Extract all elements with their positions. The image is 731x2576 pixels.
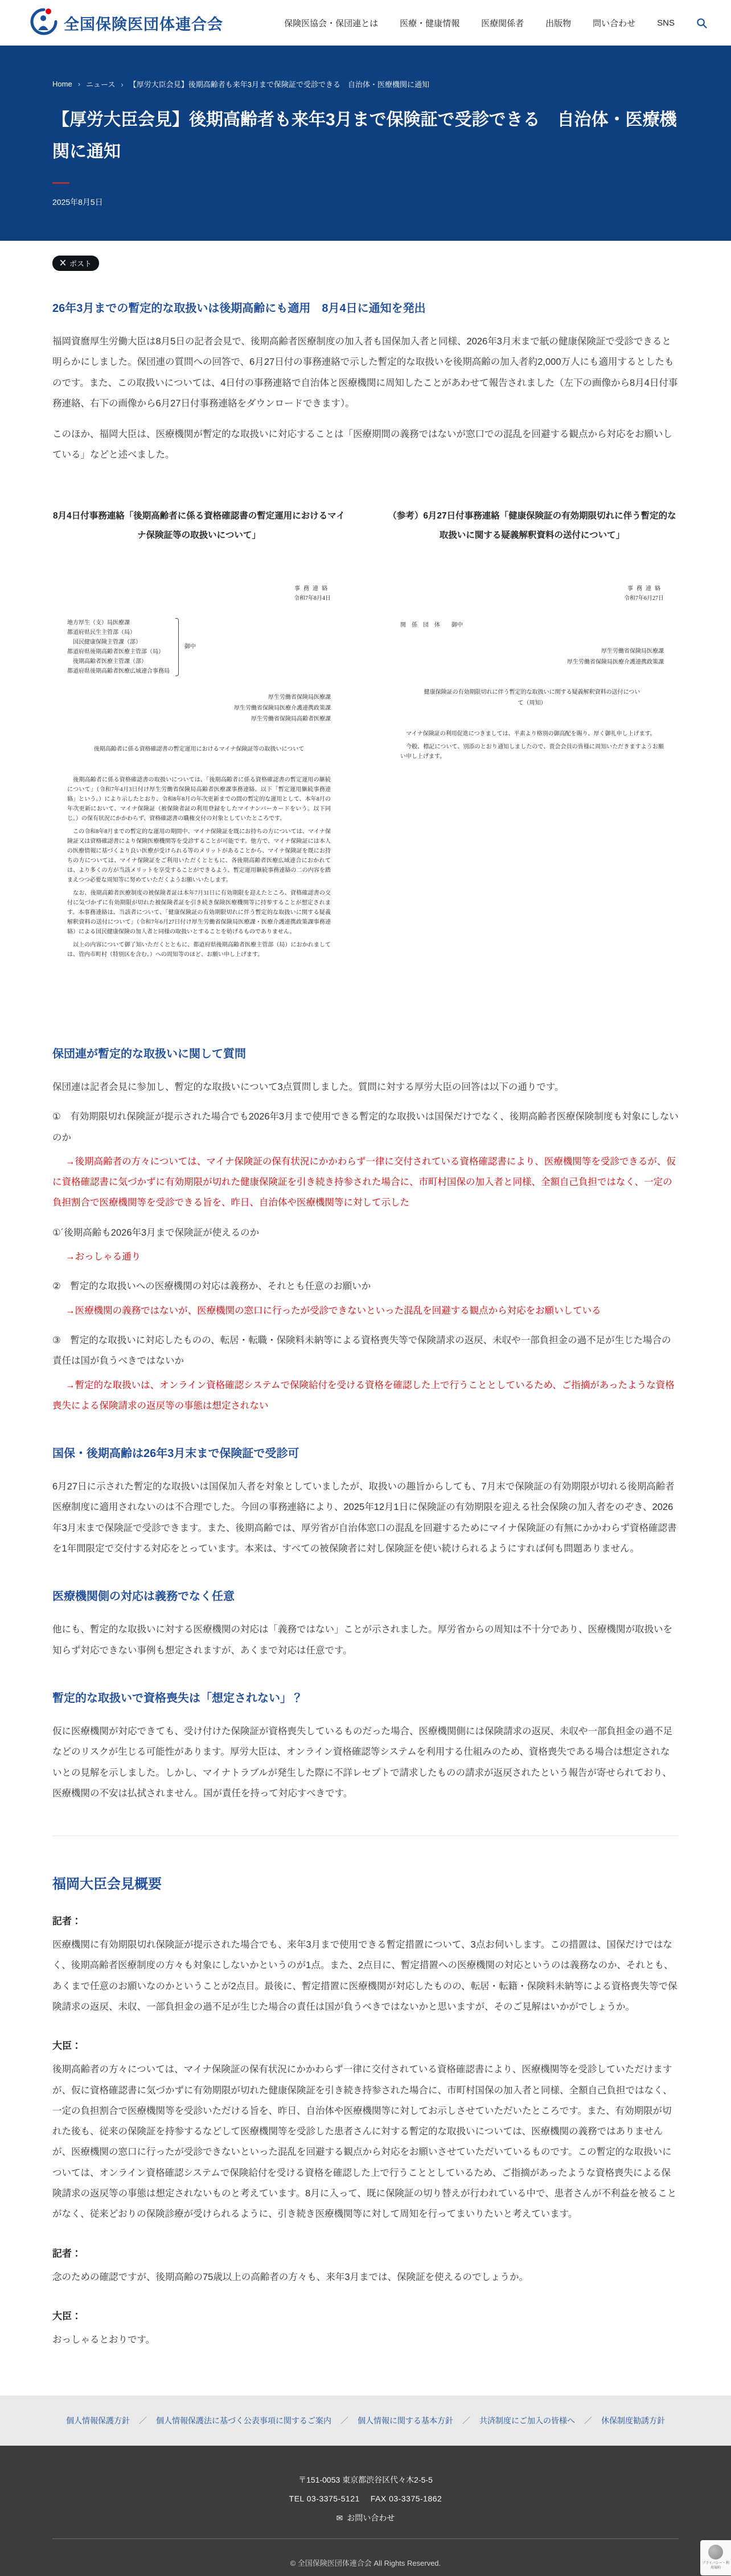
doc-recipient-line: 都道府県後期高齢者医療広域連合事務局 [67, 668, 170, 674]
paragraph: 仮に医療機関が対応できても、受け付けた保険証が資格喪失しているものだった場合、医療機関側には保険請求の返戻、未収や一部負担金の過不足などのリスクが生じる可能性があります。厚労大臣は、オンライン資格確認等システムを利用する仕組みのため、資格喪失である場合は想定されないとの見解を示しました。しかし、マイナトラブルが発生した際に不詳レセプトで請求したものの請求が返戻されたという報告が寄せられており、医療機関の不安は払拭されません。国が責任を持って対応すべきです。 [52, 1726, 672, 1799]
document-link-jun27[interactable] [385, 565, 679, 788]
site-logo[interactable] [30, 7, 223, 39]
document-header [67, 584, 331, 603]
copyright: © 全国保険医団体連合会 All Rights Reserved. [290, 2559, 441, 2568]
document-column-right [385, 507, 679, 788]
qa-item [52, 1330, 679, 1416]
doc-body [400, 729, 664, 762]
dialogue-text: おっしゃるとおりです。 [52, 2334, 155, 2345]
section-heading-voluntary: 医療機関側の対応は義務でなく任意 [52, 1590, 235, 1603]
doc-sender-line: 厚生労働省保険局医療課 [601, 648, 664, 655]
envelope-icon: ✉ [336, 2513, 343, 2522]
doc-recipient: 関 係 団 体 御中 [400, 622, 463, 628]
article-date: 2025年8月5日 [52, 197, 103, 207]
speaker-label: 記者： [52, 2248, 81, 2259]
paragraph: 6月27日に示された暫定的な取扱いは国保加入者を対象としていましたが、取扱いの趣旨からしても、7月末で保険証の有効期限が切れる後期高齢者医療制度に適用されないのは不合理でした。今回の事務連絡により、2025年12月1日に保険証の有効期限を迎える社会保険の加入者をのぞき、2026年3月末まで保険証で受診できます。また、後期高齢では、厚労省が自治体窓口の混乱を回避するためにマイナ保険証の有無にかかわらず資格確認書を1年間限定で交付する対応をとっています。本来は、すべての被保険者に対し保険証を使い続けられるようにすれば何も問題ありません。 [52, 1482, 677, 1554]
nav-item-professionals[interactable]: 医療関係者 [481, 18, 524, 28]
x-post-label: ポスト [69, 260, 92, 268]
doc-title: 後期高齢者に係る資格確認書の暫定運用におけるマイナ保険証等の取扱いについて [93, 746, 305, 752]
doc-title: 健康保険証の有効期限切れに伴う暫定的な取扱いに関する疑義解釈資料の送付について（周知） [424, 689, 640, 706]
doc-date: 令和7年6月27日 [624, 595, 664, 602]
breadcrumb-news[interactable]: ニュース › [86, 79, 129, 89]
main-nav [284, 17, 707, 29]
document-caption-aug4: 8月4日付事務連絡「後期高齢者に係る資格確認書の暫定運用におけるマイナ保険証等の取扱いについて」 [53, 511, 345, 540]
doc-recipient-line: 地方厚生（支）局医療課 [67, 619, 130, 626]
breadcrumb-home[interactable]: Home › [52, 80, 86, 88]
doc-sender-line: 厚生労働省保険局医療介護連携政策課 [567, 659, 664, 665]
qa-section [52, 1045, 679, 1416]
paragraph: 他にも、暫定的な取扱いに対する医療機関の対応は「義務ではない」ことが示されました。厚労省からの周知は不十分であり、医療機関が取扱いを知らず対応できない事例も想定されますが、あくまで対応は任意です。 [52, 1624, 672, 1656]
logo-text: 全国保険医団体連合会 [64, 15, 223, 33]
doc-paragraph: 以上の内容について御了知いただくとともに、都道府県後期高齢者医療主管部（局）におかれましては、管内市町村（特別区を含む。）への周知等のほど、お願い申し上げます。 [67, 941, 331, 958]
qa-item [52, 1223, 679, 1268]
doc-senders [67, 692, 331, 725]
document-images [52, 507, 679, 986]
doc-type: 事務連絡 [627, 585, 664, 592]
qa-intro: 保団連は記者会見に参加し、暫定的な取扱いについて3点質問しました。質問に対する厚労大臣の回答は以下の通りです。 [52, 1081, 564, 1092]
privacy-terms-badge[interactable] [700, 2540, 731, 2575]
qa-item [52, 1106, 679, 1213]
qa-answer: →医療機関の義務ではないが、医療機関の窓口に行ったが受診できないといった混乱を回避する観点から対応をお願いしている [65, 1305, 601, 1316]
paragraph: このほか、福岡大臣は、医療機関が暫定的な取扱いに対応することは「医療期間の義務ではないが窓口での混乱を回避する観点から対応をお願いしている」などと述べました。 [52, 429, 672, 460]
doc-sender-line: 厚生労働省保険局医療介護連携政策課 [234, 705, 331, 711]
doc-paragraph: 後期高齢者に係る資格確認書の取扱いについては、「後期高齢者に係る資格確認書の暫定運用の継続について」（令和7年4月3日付け厚生労働省保険局高齢者医療課事務連絡。以下「暫定運用継続事務連絡」という。）により示したとおり、令和8年8月の年次更新までの間の暫定的な運用として、本年8月の年次更新において、マイナ保険証（被保険者証の利用登録をしたマイナンバーカードをいう。以下同じ。）の保有状況にかかわらず、資格確認書の職権交付の対象としていたところです。 [67, 776, 331, 822]
qa-question: ① 有効期限切れ保険証が提示された場合でも2026年3月まで使用できる暫定的な取扱いは国保だけでなく、後期高齢者医療保険制度も対象にしないのか [52, 1112, 679, 1143]
speaker-label: 大臣： [52, 2310, 81, 2322]
section-heading-shikaku: 暫定的な取扱いで資格喪失は「想定されない」？ [52, 1692, 303, 1705]
footer-address: 〒151-0053 東京都渋谷区代々木2-5-5 [298, 2475, 433, 2485]
footer-link-kanyu[interactable]: 休保制度勧誘方針 [601, 2416, 665, 2426]
doc-senders [400, 646, 664, 668]
overview-heading: 福岡大臣会見概要 [52, 1877, 162, 1892]
document-link-aug4[interactable] [52, 565, 346, 986]
x-post-button[interactable] [52, 256, 99, 271]
speaker-label: 記者： [52, 1916, 81, 1927]
qa-answer: →暫定的な取扱いは、オンライン資格確認システムで保険給付を受ける資格を確認した上で行うこととしているため、ご指摘があったような資格喪失による保険請求の返戻等の事態は想定されない [52, 1380, 675, 1411]
doc-recipient-line: 後期高齢者医療主管課（部） [67, 658, 147, 665]
document-header [400, 584, 664, 603]
hero-banner [0, 46, 731, 241]
doc-recipient-line: 国民健康保険主管課（部） [67, 639, 141, 645]
title-accent-bar [52, 182, 69, 184]
footer-link-basic-policy[interactable]: 個人情報に関する基本方針 ／ [358, 2415, 479, 2426]
footer-divider [52, 2538, 679, 2539]
footer-tel-fax: TEL 03-3375-5121 FAX 03-3375-1862 [289, 2494, 442, 2504]
doc-type: 事務連絡 [294, 585, 331, 592]
privacy-badge-icon [708, 2545, 723, 2559]
doc-paragraph: 今般、標記について、別添のとおり通知しましたので、貴会会員の皆様に周知いただきますようお願い申し上げます。 [400, 743, 664, 760]
section-heading-kokuho: 国保・後期高齢は26年3月末まで保険証で受診可 [52, 1447, 299, 1460]
privacy-badge-text: プライバシー・利用規約 [702, 2562, 729, 2570]
doc-paragraph: マイナ保険証の利用促進につきましては、平素より格別の御高配を賜り、厚く御礼申し上げます。 [400, 730, 656, 737]
breadcrumb [52, 79, 679, 89]
speaker-label: 大臣： [52, 2040, 81, 2052]
site-header [0, 0, 731, 46]
nav-item-contact[interactable]: 問い合わせ [593, 18, 636, 28]
nav-item-sns[interactable]: SNS [657, 18, 675, 28]
x-logo-icon [60, 259, 66, 268]
dialogue-text: 後期高齢者の方々については、マイナ保険証の保有状況にかかわらず一律に交付されている資格確認書により、医療機関等を受診していただけますが、仮に資格確認書に気づかずに有効期限が切れた健康保険証を引き続き持参された場合に、市町村国保の加入者と同様、全額自己負担ではなく、一定の負担割合で医療機関等を受診いただける旨を、昨日、自治体や医療機関等に対してお示しさせていただいたところです。また、有効期限が切れた後も、従来の保険証を持参するなどして医療機関等を受診した患者さんに対する暫定的な取扱いについては、医療機関の義務ではありませんが、医療機関の窓口に行ったが受診できないといった混乱を回避する観点から対応をお願いさせていただいているものです。この暫定的な取扱いについては、オンライン資格確認システムで保険給付を受ける資格を確認した上で行うこととしているため、ご指摘があったような資格喪失による保険請求の返戻等の事態は想定されないものと考えています。8月に入って、既に保険証の切り替えが行われている中で、患者さんが不利益を被ることがなく、従来どおりの保険診療が受けられるように、引き続き医療機関等に対して周知を行ってまいりたいと考えています。 [52, 2064, 677, 2220]
qa-question: ①´後期高齢も2026年3月まで保険証が使えるのか [52, 1227, 260, 1238]
doc-sender-line: 厚生労働省保険局医療課 [268, 694, 331, 701]
dialogue-text: 医療機関に有効期限切れ保険証が提示された場合でも、来年3月まで使用できる暫定措置について、3点お伺いします。この措置は、国保だけではなく、後期高齢者医療制度の方々も対象にしないかというのが1点。また、2点目に、暫定措置への医療機関の対応というのは義務なのか、それとも、あくまで任意のお願いなのかということが2点目。最後に、暫定措置に医療機関が対応したものの、転居・転籍・保険料未納等による資格喪失等で保険請求の返戻、未収、一部負担金の過不足が生じた場合の責任は国が負うべきではないかと思いますが、そのご見解はいかがでしょうか。 [52, 1940, 677, 2012]
qa-question: ③ 暫定的な取扱いに対応したものの、転居・転職・保険料未納等による資格喪失等で保険請求の返戻、未収や一部負担金の過不足が生じた場合の責任は国が負うべきではないか [52, 1335, 671, 1367]
footer-contact-label: お問い合わせ [347, 2513, 395, 2523]
footer-link-disclosure[interactable]: 個人情報保護法に基づく公表事項に関するご案内 ／ [156, 2415, 358, 2426]
doc-recipient-line: 都道府県後期高齢者医療主管部（局） [67, 648, 164, 655]
nav-item-about[interactable]: 保険医協会・保団連とは [284, 18, 379, 28]
nav-item-publications[interactable]: 出版物 [545, 18, 572, 28]
section-heading-notice: 26年3月までの暫定的な取扱いは後期高齢にも適用 8月4日に通知を発出 [52, 302, 426, 315]
doc-paragraph: この令和8年8月までの暫定的な運用の期間中、マイナ保険証を既にお持ちの方については、マイナ保険証又は資格確認書により保険医療機関等を受診することが可能です。他方で、マイナ保険証には本人の医療情報に基づくより良い医療が受けられる等のメリットがあることから、マイナ保険証を既にお持ちの方については、マイナ保険証をご利用いただくとともに、各後期高齢者医療広域連合におかれては、より多くの方が当該メリットを享受することができるよう、暫定運用継続事務連絡の二の内容を踏まえつつ必要な周知等に努めていただくようお願いいたします。 [67, 828, 331, 883]
page-title: 【厚労大臣会見】後期高齢者も来年3月まで保険証で受診できる 自治体・医療機関に通知 [52, 110, 677, 161]
nav-item-medical-info[interactable]: 医療・健康情報 [400, 18, 460, 28]
qa-answer: →おっしゃる通り [65, 1252, 141, 1262]
breadcrumb-current: 【厚労大臣会見】後期高齢者も来年3月まで保険証で受診できる 自治体・医療機関に通知 [129, 80, 429, 89]
logo-icon [30, 7, 58, 39]
document-column-left [52, 507, 346, 986]
section-heading-qa: 保団連が暫定的な取扱いに関して質問 [52, 1047, 246, 1060]
article-body [52, 241, 679, 2396]
doc-paragraph: なお、後期高齢者医療制度の被保険者証は本年7月31日に有効期限を迎えたところ、資格確認書の交付に気づかずに有効期限が切れた被保険者証を引き続き保険医療機関等に持参することが想定されます。本事務連絡は、当該者について、「健康保険証の有効期限切れに伴う暫定的な取扱いに関する疑義解釈資料の送付について」（令和7年6月27日付け厚生労働省保険局医療課・医療介護連携政策課事務連絡）による国民健康保険の加入者と同様の取扱いとすることを妨げるものでありません。 [67, 890, 331, 935]
doc-sender-line: 厚生労働省保険局高齢者医療課 [251, 715, 331, 722]
document-caption-jun27: （参考）6月27日付事務連絡「健康保険証の有効期限切れに伴う暫定的な取扱いに関する疑義解釈資料の送付について」 [388, 511, 676, 540]
qa-answer: →後期高齢者の方々については、マイナ保険証の保有状況にかかわらず一律に交付されている資格確認書により、医療機関等を受診できるが、仮に資格確認書に気づかずに有効期限が切れた健康保険証を引き続き持参された場合に、市町村国保の加入者と同様、全額自己負担ではなく、一定の負担割合で医療機関等を受診できる旨を、昨日、自治体や医療機関等に対して示した [52, 1156, 676, 1208]
site-footer [0, 2446, 731, 2576]
footer-links-band [0, 2396, 731, 2446]
doc-onchu: 御中 [184, 644, 196, 651]
qa-item [52, 1276, 679, 1321]
search-icon[interactable] [696, 18, 707, 28]
dialogue-text: 念のための確認ですが、後期高齢の75歳以上の高齢者の方々も、来年3月までは、保険証を使えるのでしょうか。 [52, 2272, 529, 2282]
doc-body [67, 775, 331, 960]
footer-contact-link[interactable] [336, 2512, 395, 2524]
doc-recipient-line: 都道府県民生主管部（局） [67, 629, 135, 636]
doc-date: 令和7年8月4日 [294, 595, 331, 602]
doc-recipients [67, 618, 278, 676]
paragraph: 福岡資麿厚生労働大臣は8月5日の記者会見で、後期高齢者医療制度の加入者も国保加入者と同様、2026年3月末まで紙の健康保険証で受診できると明らかにしました。保団連の質問への回答で、6月27日付の事務連絡で示した暫定的な取扱いを後期高齢の加入者約2,000万人にも適用するとしたものです。また、この取扱いについては、4日付の事務連絡で自治体と医療機関に周知したことがあわせて報告されました（左下の画像から8月4日付事務連絡、右下の画像から6月27日付事務連絡をダウンロードできます）。 [52, 336, 678, 409]
qa-question: ② 暫定的な取扱いへの医療機関の対応は義務か、それとも任意のお願いか [52, 1281, 371, 1292]
footer-link-kyosai[interactable]: 共済制度にご加入の皆様へ ／ [479, 2415, 601, 2426]
footer-link-privacy-policy[interactable]: 個人情報保護方針 ／ [66, 2415, 156, 2426]
